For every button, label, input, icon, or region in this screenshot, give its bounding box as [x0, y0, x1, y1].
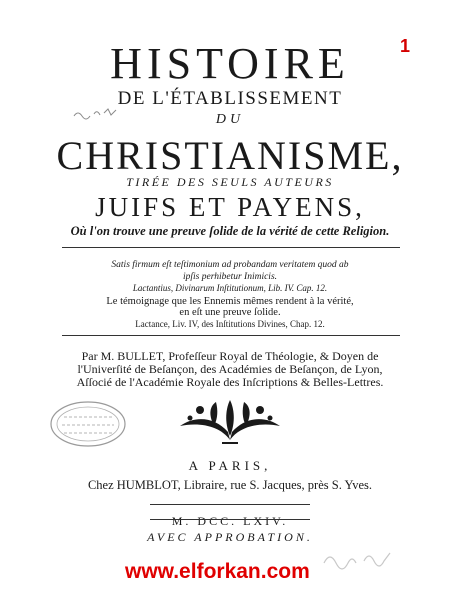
title-etablissement: DE L'ÉTABLISSEMENT: [117, 88, 343, 109]
subtitle-preuve: Où l'on trouve une preuve ſolide de la vérité de cette Religion.: [70, 224, 390, 238]
floral-ornament-icon: [170, 396, 290, 444]
author-line-3: Aſſocié de l'Académie Royale des Inſcriptions & Belles-Lettres.: [76, 375, 384, 389]
imprint-publisher: Chez HUMBLOT, Libraire, rue S. Jacques, près S. Yves.: [87, 478, 373, 492]
divider-rule: [150, 519, 310, 520]
divider-rule: [62, 247, 400, 248]
title-du: DU: [215, 112, 245, 127]
author-line-1: Par M. BULLET, Profeſſeur Royal de Théologie, & Doyen de: [81, 349, 379, 363]
watermark-url: www.elforkan.com: [125, 560, 310, 583]
page-number: 1: [400, 36, 411, 56]
author-line-2: l'Univerſité de Beſançon, des Académies de Beſançon, de Lyon,: [77, 362, 383, 376]
title-histoire: HISTOIRE: [110, 39, 350, 88]
epigraph-french-source: Lactance, Liv. IV, des Inſtitutions Divines, Chap. 12.: [135, 319, 325, 329]
epigraph-french-line-1: Le témoignage que les Ennemis mêmes rendent à la vérité,: [106, 296, 354, 307]
epigraph-french-line-2: en eſt une preuve ſolide.: [179, 307, 281, 318]
subtitle-tiree: TIRÉE DES SEULS AUTEURS: [126, 175, 334, 189]
imprint-city: A PARIS,: [188, 458, 272, 473]
library-stamp: [48, 399, 128, 449]
epigraph-latin-line-2: ipſis perhibetur Inimicis.: [182, 272, 278, 282]
imprint-year: M. DCC. LXIV.: [171, 514, 289, 528]
title-juifs-et-payens: JUIFS ET PAYENS,: [95, 192, 365, 222]
faint-handwriting: [320, 543, 400, 573]
title-christianisme: CHRISTIANISME,: [56, 133, 404, 178]
epigraph-latin-line-1: Satis firmum eſt teſtimonium ad probandam veritatem quod ab: [111, 260, 349, 270]
divider-rule: [150, 504, 310, 505]
divider-rule: [62, 335, 400, 336]
imprint-approbation: AVEC APPROBATION.: [147, 530, 313, 544]
epigraph-latin-source: Lactantius, Divinarum Inſtitutionum, Lib. IV. Cap. 12.: [132, 283, 328, 293]
